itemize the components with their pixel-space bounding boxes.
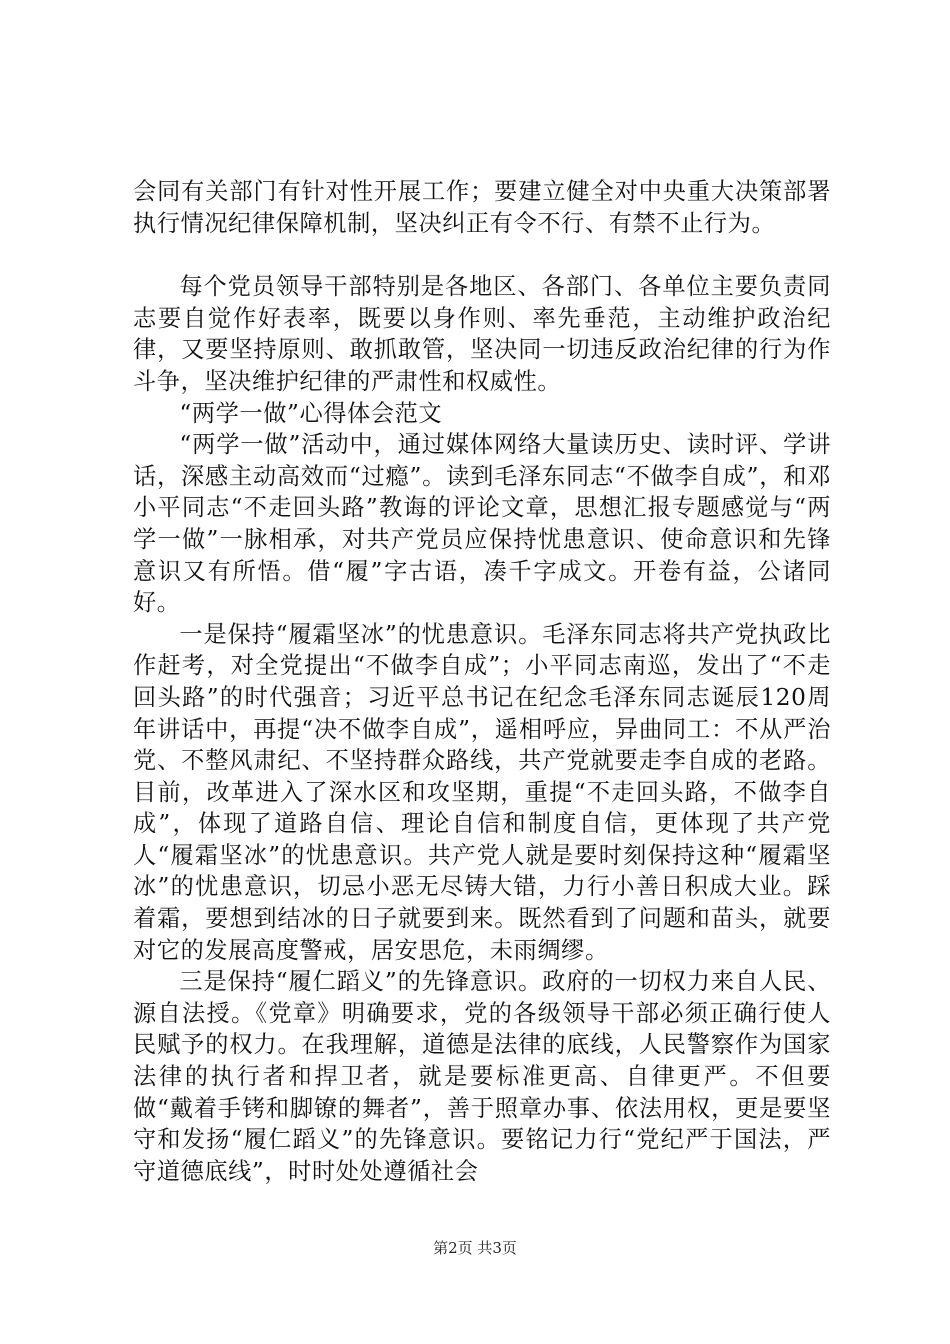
paragraph-intro: “两学一做”活动中，通过媒体网络大量读历史、读时评、学讲话，深感主动高效而“过瘾”。读到毛泽东同志“不做李自成”，和邓小平同志“不走回头路”教诲的评论文章，思想汇报专题感觉与“两学一做”一脉相承，对共产党员应保持忧患意识、使命意识和先锋意识又有所悟。借“履”字古语，凑千字成文。开卷有益，公诸同好。 <box>133 431 831 617</box>
paragraph-point-one: 一是保持“履霜坚冰”的忧患意识。毛泽东同志将共产党执政比作赶考，对全党提出“不做李自成”；小平同志南巡，发出了“不走回头路”的时代强音；习近平总书记在纪念毛泽东同志诞辰120周年讲话中，再提“决不做李自成”，遥相呼应，异曲同工：不从严治党、不整风肃纪、不坚持群众路线，共产党就要走李自成的老路。目前，改革进入了深水区和攻坚期，重提“不走回头路，不做李自成”，体现了道路自信、理论自信和制度自信，更体现了共产党人“履霜坚冰”的忧患意识。共产党人就是要时刻保持这种“履霜坚冰”的忧患意识，切忌小恶无尽铸大错，力行小善日积成大业。踩着霜，要想到结冰的日子就要到来。既然看到了问题和苗头，就要对它的发展高度警戒，居安思危，未雨绸缪。 <box>133 620 831 964</box>
document-body <box>133 176 831 1187</box>
paragraph-leadership-example: 每个党员领导干部特别是各地区、各部门、各单位主要负责同志要自觉作好表率，既要以身作则、率先垂范，主动维护政治纪律，又要坚持原则、敢抓敢管，坚决同一切违反政治纪律的行为作斗争，坚决维护纪律的严肃性和权威性。 <box>133 273 831 395</box>
section-heading: “两学一做”心得体会范文 <box>179 399 443 427</box>
paragraph-point-three: 三是保持“履仁蹈义”的先锋意识。政府的一切权力来自人民、源自法授。《党章》明确要求，党的各级领导干部必须正确行使人民赋予的权力。在我理解，道德是法律的底线，人民警察作为国家法律的执行者和捍卫者，就是要标准更高、自律更严。不但要做“戴着手铐和脚镣的舞者”，善于照章办事、依法用权，更是要坚守和发扬“履仁蹈义”的先锋意识。要铭记力行“党纪严于国法，严守道德底线”，时时处处遵循社会 <box>133 968 831 1185</box>
paragraph-continuation: 会同有关部门有针对性开展工作；要建立健全对中央重大决策部署执行情况纪律保障机制，坚决纠正有令不行、有禁不止行为。 <box>133 178 831 237</box>
page-number-footer: 第2页 共3页 <box>433 1239 517 1257</box>
